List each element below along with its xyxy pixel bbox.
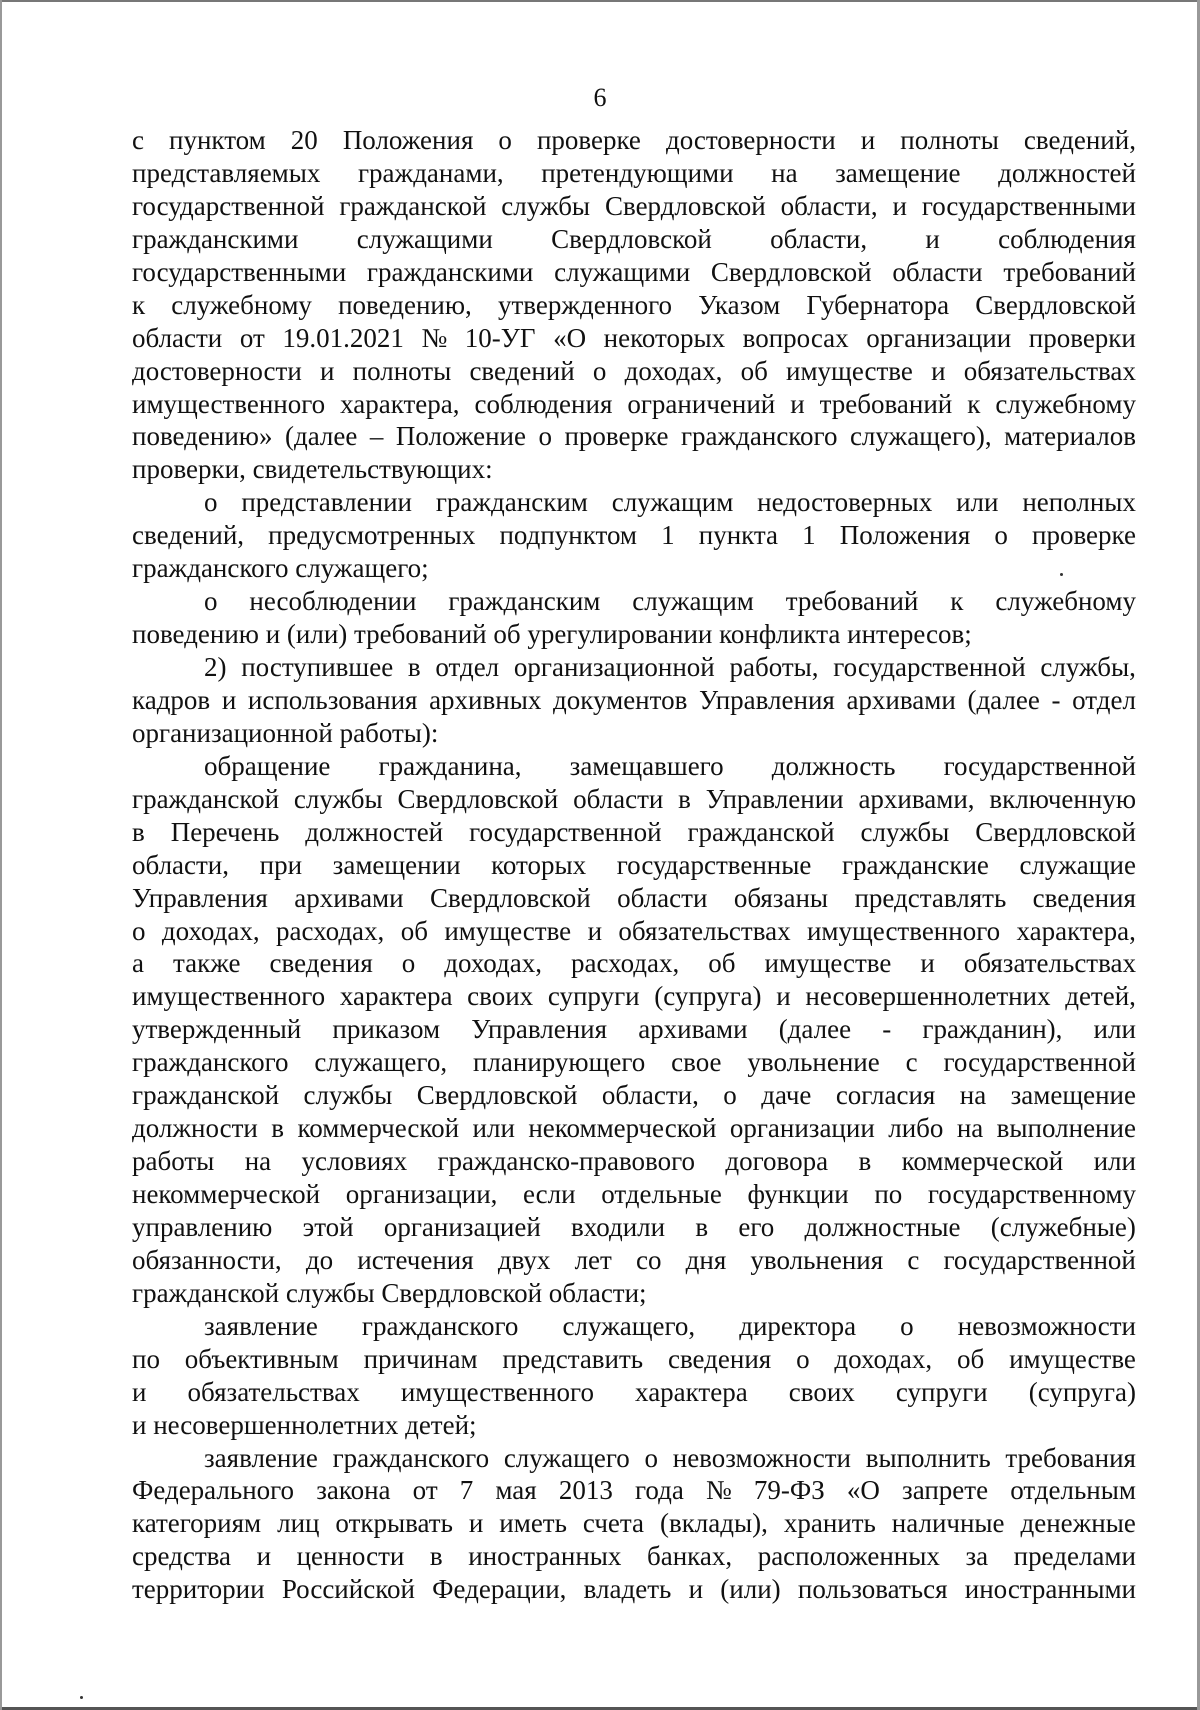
text-line: с пунктом 20 Положения о проверке достоверности и полноты сведений, [132,125,1136,155]
text-line: гражданской службы Свердловской области; [132,1277,647,1308]
text-line: категориям лиц открывать и иметь счета (вклады), хранить наличные денежные [132,1508,1136,1539]
text-line: работы на условиях гражданско-правового договора в коммерческой или [132,1146,1136,1177]
text-line: должности в коммерческой или некоммерческой организации либо на выполнение [132,1113,1136,1144]
text-line: по объективным причинам представить сведения о доходах, об имуществе [132,1343,1136,1374]
text-line: поведению» (далее – Положение о проверке гражданского служащего), материалов [132,421,1136,452]
text-line: к служебному поведению, утвержденного Указом Губернатора Свердловской [132,289,1136,320]
text-line: области, при замещении которых государственные гражданские служащие [132,849,1136,880]
text-line: гражданскими служащими Свердловской области, и соблюдения [132,223,1136,254]
text-line: сведений, предусмотренных подпунктом 1 пункта 1 Положения о проверке [132,520,1136,551]
text-line: обязанности, до истечения двух лет со дня увольнения с государственной [132,1244,1136,1275]
text-line: достоверности и полноты сведений о доходах, об имуществе и обязательствах [132,355,1136,386]
text-line: некоммерческой организации, если отдельные функции по государственному [132,1179,1136,1209]
text-line: имущественного характера своих супруги (супруга) и несовершеннолетних детей, [132,981,1136,1012]
text-line: о несоблюдении гражданским служащим требований к служебному [204,586,1136,617]
text-line: Управления архивами Свердловской области обязаны представлять сведения [132,882,1136,913]
page-number: 6 [593,83,607,112]
text-line: территории Российской Федерации, владеть и (или) пользоваться иностранными [132,1574,1136,1605]
text-line: кадров и использования архивных документов Управления архивами (далее - отдел [132,684,1136,715]
text-line: 2) поступившее в отдел организационной работы, государственной службы, [204,652,1136,682]
scan-border-left [0,0,2,1710]
text-line: представляемых гражданами, претендующими на замещение должностей [132,157,1136,188]
text-line: гражданской службы Свердловской области, о даче согласия на замещение [132,1080,1136,1111]
text-line: гражданской службы Свердловской области в Управлении архивами, включенную [132,783,1136,814]
text-line: в Перечень должностей государственной гражданской службы Свердловской [132,816,1136,847]
text-line: поведению и (или) требований об урегулировании конфликта интересов; [132,619,972,650]
text-line: области от 19.01.2021 № 10-УГ «О некоторых вопросах организации проверки [132,322,1136,353]
text-line: имущественного характера, соблюдения ограничений и требований к служебному [132,388,1136,419]
scan-speck [80,1696,83,1699]
text-line: государственной гражданской службы Свердловской области, и государственными [132,190,1136,221]
text-line: о доходах, расходах, об имуществе и обязательствах имущественного характера, [132,915,1136,946]
text-line: гражданского служащего; [132,553,429,584]
text-line: заявление гражданского служащего, директора о невозможности [204,1310,1136,1341]
text-line: государственными гражданскими служащими Свердловской области требований [132,256,1136,287]
text-line: организационной работы): [132,717,439,748]
text-line: Федерального закона от 7 мая 2013 года № 79-ФЗ «О запрете отдельным [132,1475,1136,1506]
text-line: а также сведения о доходах, расходах, об имуществе и обязательствах [132,948,1136,979]
text-line: управлению этой организацией входили в его должностные (служебные) [132,1211,1136,1242]
text-line: заявление гражданского служащего о невозможности выполнить требования [204,1442,1136,1473]
text-line: средства и ценности в иностранных банках, расположенных за пределами [132,1541,1136,1572]
text-line: утвержденный приказом Управления архивами (далее - гражданин), или [132,1014,1136,1045]
text-line: обращение гражданина, замещавшего должность государственной [204,750,1136,781]
text-line: проверки, свидетельствующих: [132,454,493,485]
text-line: гражданского служащего, планирующего свое увольнение с государственной [132,1047,1136,1078]
text-line: и обязательствах имущественного характера своих супруги (супруга) [132,1376,1136,1407]
document-body [132,124,1136,1606]
scan-border-top [0,0,1200,2]
text-line: и несовершеннолетних детей; [132,1409,477,1440]
text-line: о представлении гражданским служащим недостоверных или неполных [204,487,1136,518]
scan-speck [1060,573,1063,576]
